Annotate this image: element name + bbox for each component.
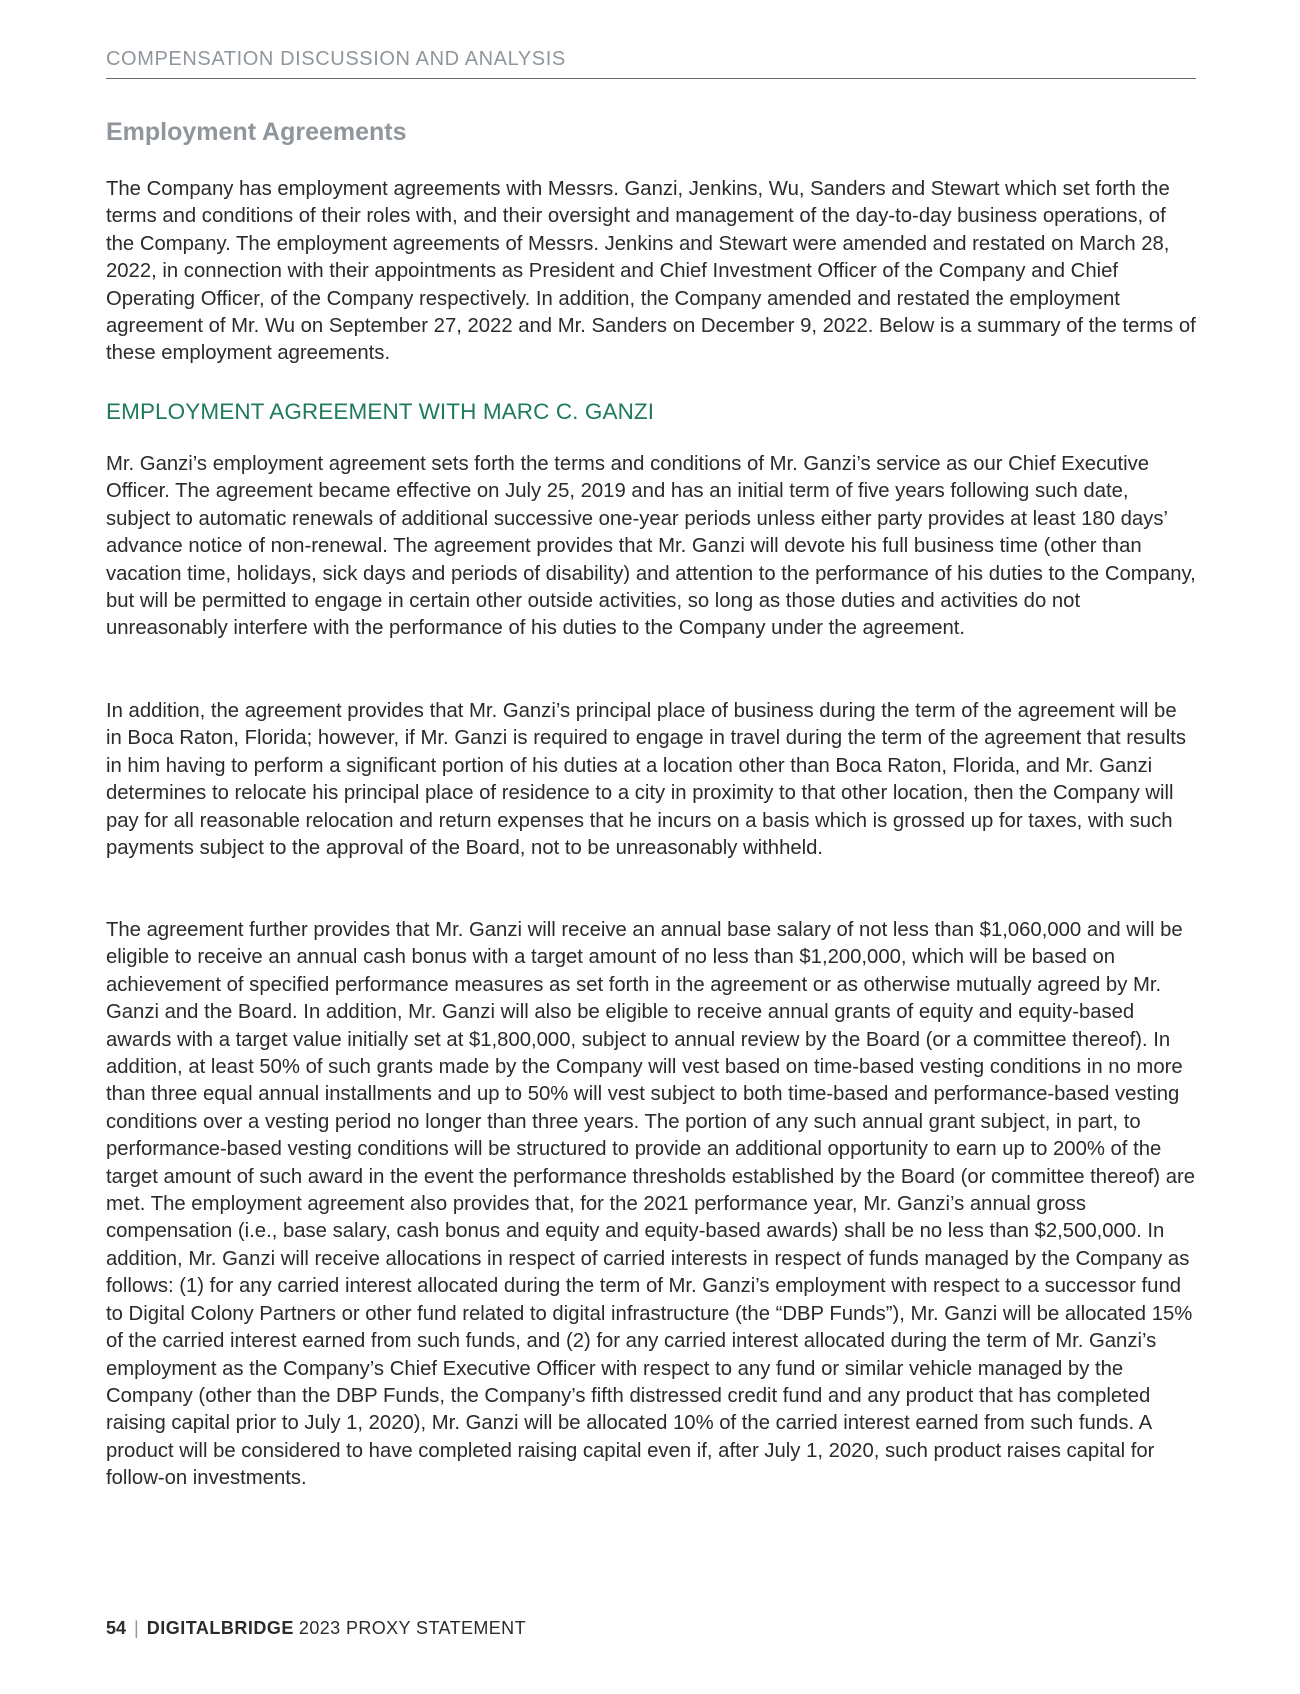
paragraph-term: Mr. Ganzi’s employment agreement sets forth the terms and conditions of Mr. Ganzi’s service as our Chief Executive Officer. The agreement became effective on July 25, 2019 and has an initial term of five years following such date, subject to automatic renewals of additional successive one-year periods unless either party provides at least 180 days’ advance notice of non-renewal. The agreement provides that Mr. Ganzi will devote his full business time (other than vacation time, holidays, sick days and periods of disability) and attention to the performance of his duties to the Company, but will be permitted to engage in certain other outside activities, so long as those duties and activities do not unreasonably interfere with the performance of his duties to the Company under the agreement.	[106, 453, 1196, 640]
running-head: COMPENSATION DISCUSSION AND ANALYSIS	[106, 48, 566, 70]
page-footer	[106, 1618, 526, 1639]
paragraph-location: In addition, the agreement provides that Mr. Ganzi’s principal place of business during the term of the agreement will be in Boca Raton, Florida; however, if Mr. Ganzi is required to engage in travel during the term of the agreement that results in him having to perform a significant portion of his duties at a location other than Boca Raton, Florida, and Mr. Ganzi determines to relocate his principal place of residence to a city in proximity to that other location, then the Company will pay for all reasonable relocation and return expenses that he incurs on a basis which is grossed up for taxes, with such payments subject to the approval of the Board, not to be unreasonably withheld.	[106, 700, 1186, 860]
section-title: Employment Agreements	[106, 118, 407, 146]
footer-brand: DIGITALBRIDGE	[146, 1618, 294, 1638]
footer-document-title: 2023 PROXY STATEMENT	[298, 1618, 526, 1638]
subsection-title: EMPLOYMENT AGREEMENT WITH MARC C. GANZI	[106, 399, 655, 424]
footer-separator: |	[134, 1618, 139, 1638]
page-number: 54	[106, 1618, 127, 1638]
paragraph-compensation: The agreement further provides that Mr. Ganzi will receive an annual base salary of not less than $1,060,000 and will be eligible to receive an annual cash bonus with a target amount of no less than $1,200,000, which will be based on achievement of specified performance measures as set forth in the agreement or as otherwise mutually agreed by Mr. Ganzi and the Board. In addition, Mr. Ganzi will also be eligible to receive annual grants of equity and equity-based awards with a target value initially set at $1,800,000, subject to annual review by the Board (or a committee thereof). In addition, at least 50% of such grants made by the Company will vest based on time-based vesting conditions in no more than three equal annual installments and up to 50% will vest subject to both time-based and performance-based vesting conditions over a vesting period no longer than three years. The portion of any such annual grant subject, in part, to performance-based vesting conditions will be structured to provide an additional opportunity to earn up to 200% of the target amount of such award in the event the performance thresholds established by the Board (or committee thereof) are met. The employment agreement also provides that, for the 2021 performance year, Mr. Ganzi’s annual gross compensation (i.e., base salary, cash bonus and equity and equity-based awards) shall be no less than $2,500,000. In addition, Mr. Ganzi will receive allocations in respect of carried interests in respect of funds managed by the Company as follows: (1) for any carried interest allocated during the term of Mr. Ganzi’s employment with respect to a successor fund to Digital Colony Partners or other fund related to digital infrastructure (the “DBP Funds”), Mr. Ganzi will be allocated 15% of the carried interest earned from such funds, and (2) for any carried interest allocated during the term of Mr. Ganzi’s employment as the Company’s Chief Executive Officer with respect to any fund or similar vehicle managed by the Company (other than the DBP Funds, the Company’s fifth distressed credit fund and any product that has completed raising capital prior to July 1, 2020), Mr. Ganzi will be allocated 10% of the carried interest earned from such funds. A product will be considered to have completed raising capital even if, after July 1, 2020, such product raises capital for follow-on investments.	[106, 919, 1196, 1490]
intro-paragraph: The Company has employment agreements with Messrs. Ganzi, Jenkins, Wu, Sanders and Stewart which set forth the terms and conditions of their roles with, and their oversight and management of the day-to-day business operations, of the Company. The employment agreements of Messrs. Jenkins and Stewart were amended and restated on March 28, 2022, in connection with their appointments as President and Chief Investment Officer of the Company and Chief Operating Officer, of the Company respectively. In addition, the Company amended and restated the employment agreement of Mr. Wu on September 27, 2022 and Mr. Sanders on December 9, 2022. Below is a summary of the terms of these employment agreements.	[106, 178, 1196, 365]
header-divider	[106, 78, 1196, 79]
